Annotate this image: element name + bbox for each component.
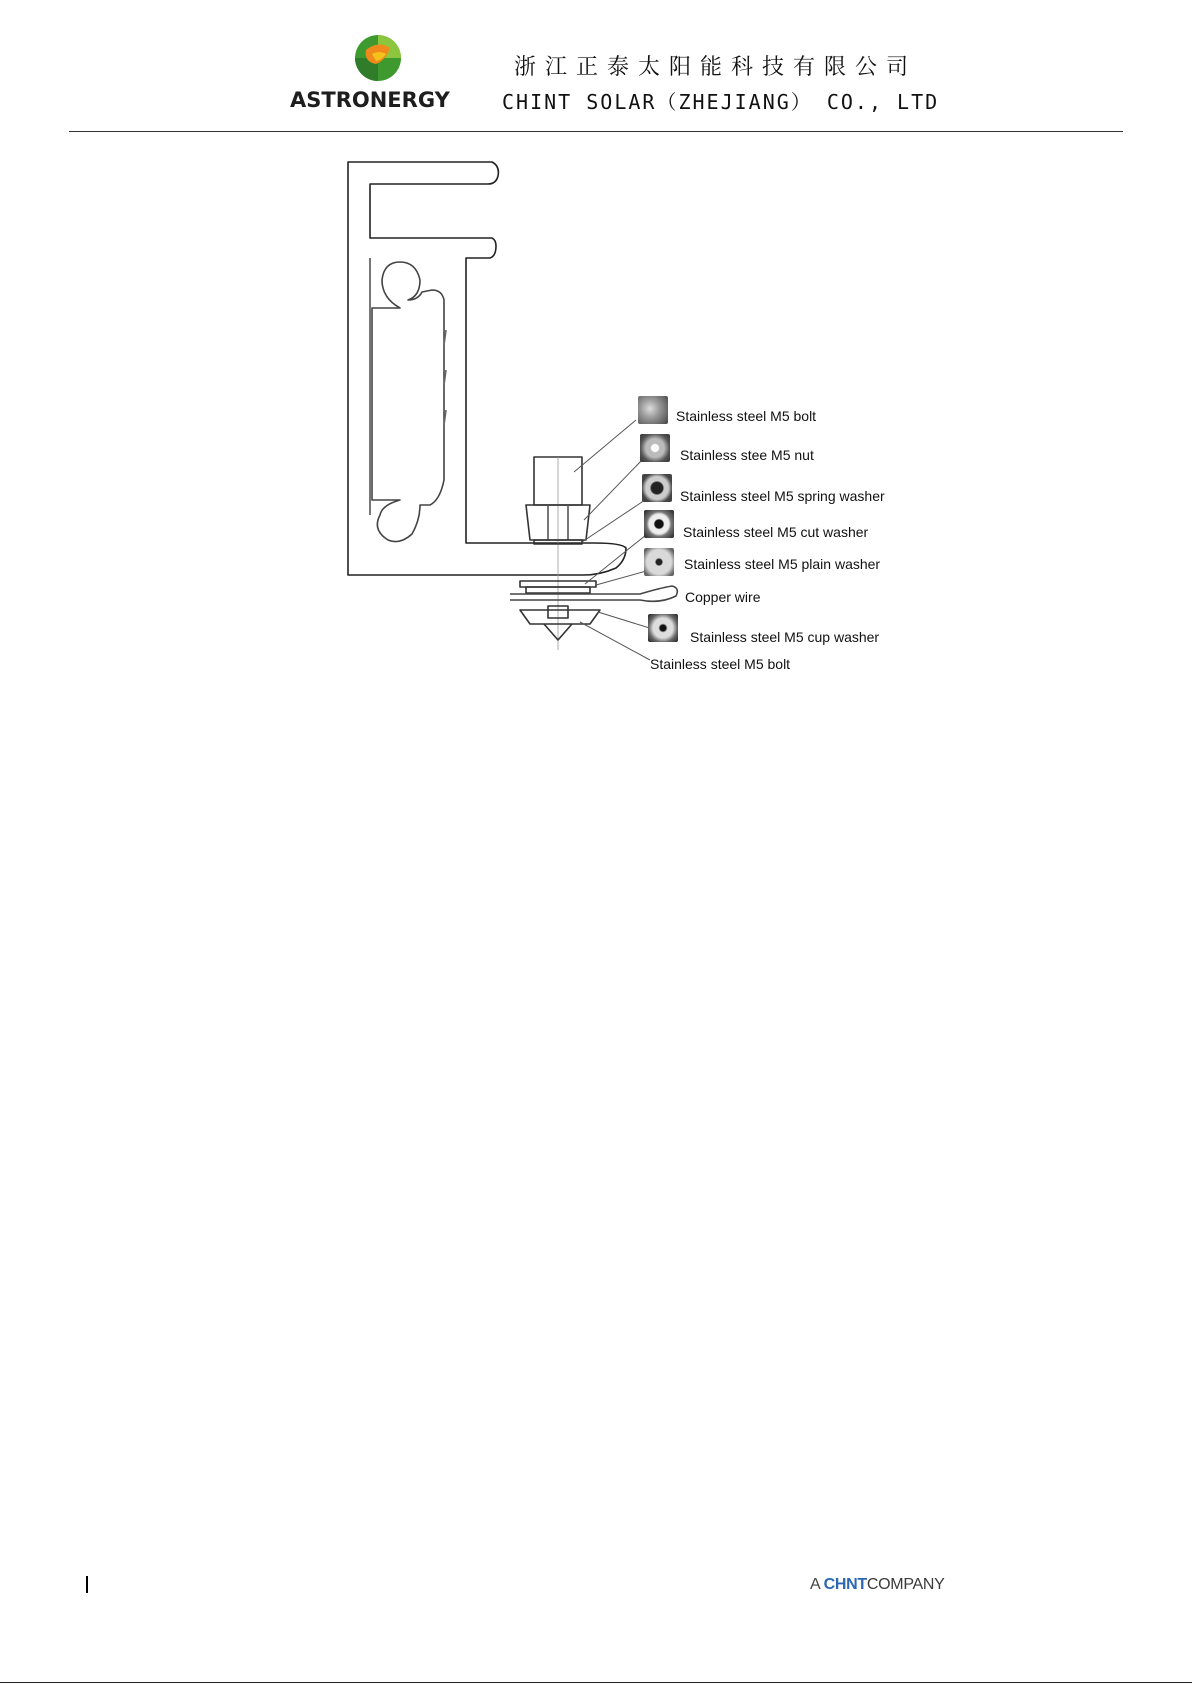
page-margin-marker	[86, 1576, 88, 1593]
clamp-profile-outline	[348, 162, 626, 575]
label-cut-washer: Stainless steel M5 cut washer	[683, 524, 869, 540]
nut-thumbnail-icon	[640, 434, 670, 462]
company-name-chinese: 浙江正泰太阳能科技有限公司	[514, 55, 918, 80]
label-bolt-bottom: Stainless steel M5 bolt	[650, 656, 791, 672]
spring-washer-thumbnail-icon	[642, 474, 672, 502]
copper-wire-shape	[510, 586, 677, 601]
label-bolt-top: Stainless steel M5 bolt	[676, 408, 817, 424]
cup-washer-thumbnail-icon	[648, 614, 678, 642]
brand-wordmark: ASTRONERGY	[290, 88, 450, 112]
label-cup-washer: Stainless steel M5 cup washer	[690, 629, 880, 645]
footer-prefix: A	[810, 1576, 824, 1593]
label-spring-washer: Stainless steel M5 spring washer	[680, 488, 885, 504]
label-copper-wire: Copper wire	[685, 589, 761, 605]
cut-washer-thumbnail-icon	[644, 510, 674, 538]
footer-chnt-brand: CHNT	[823, 1576, 867, 1593]
company-name-english: CHINT SOLAR（ZHEJIANG） CO., LTD	[502, 90, 940, 114]
chint-company-mark	[810, 1576, 945, 1594]
plain-washer-thumbnail-icon	[644, 548, 674, 576]
bolt-thumbnail-icon	[638, 396, 668, 424]
page-bottom-divider	[0, 1682, 1192, 1683]
footer-suffix: COMPANY	[866, 1576, 945, 1593]
label-nut: Stainless stee M5 nut	[680, 447, 814, 463]
label-plain-washer: Stainless steel M5 plain washer	[684, 556, 881, 572]
clamp-assembly-diagram	[0, 0, 1192, 700]
cup-washer-shape	[520, 610, 600, 624]
